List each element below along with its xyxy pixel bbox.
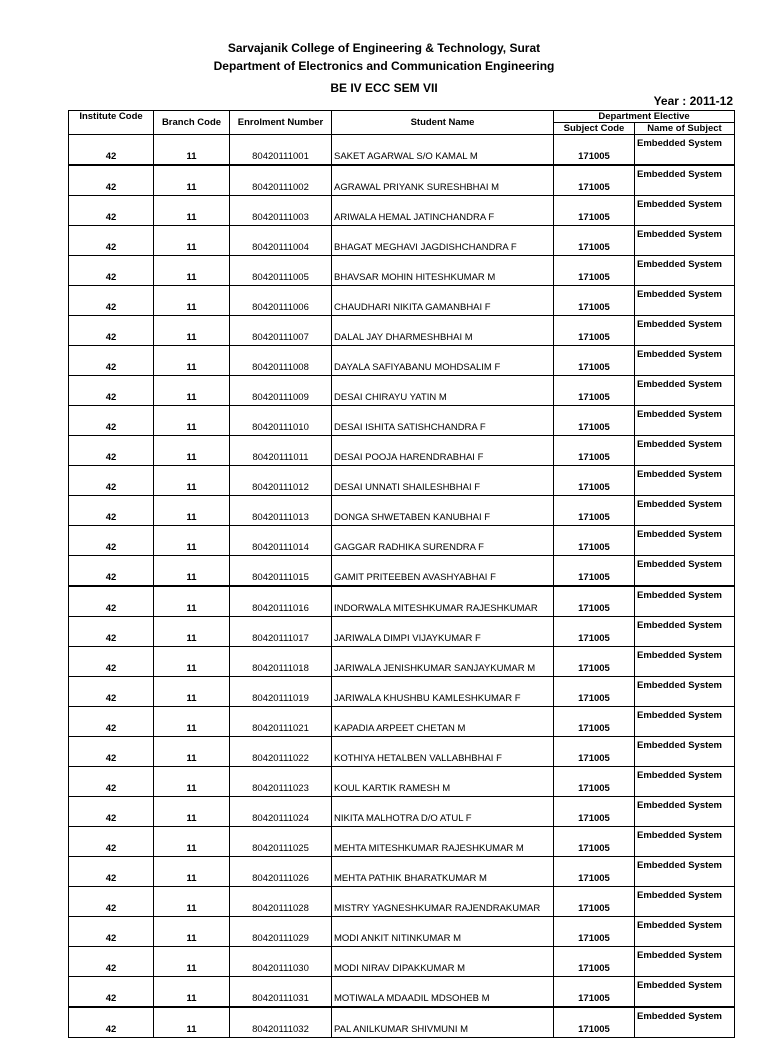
cell-student-name: KOTHIYA HETALBEN VALLABHBHAI F bbox=[332, 737, 554, 767]
table-row bbox=[69, 406, 735, 436]
cell-branch-code: 11 bbox=[154, 256, 230, 286]
cell-branch-code: 11 bbox=[154, 977, 230, 1008]
cell-student-name: DESAI ISHITA SATISHCHANDRA F bbox=[332, 406, 554, 436]
cell-enrolment-number: 80420111024 bbox=[230, 797, 332, 827]
cell-institute-code: 42 bbox=[69, 707, 154, 737]
cell-subject-name: Embedded System bbox=[635, 376, 735, 406]
cell-subject-name: Embedded System bbox=[635, 496, 735, 526]
table-body bbox=[69, 135, 735, 1038]
cell-subject-code: 171005 bbox=[554, 556, 635, 587]
cell-enrolment-number: 80420111029 bbox=[230, 917, 332, 947]
cell-institute-code: 42 bbox=[69, 797, 154, 827]
table-row bbox=[69, 196, 735, 226]
cell-enrolment-number: 80420111017 bbox=[230, 617, 332, 647]
table-row bbox=[69, 466, 735, 496]
cell-institute-code: 42 bbox=[69, 887, 154, 917]
cell-subject-name: Embedded System bbox=[635, 165, 735, 196]
cell-institute-code: 42 bbox=[69, 677, 154, 707]
cell-enrolment-number: 80420111018 bbox=[230, 647, 332, 677]
table-row bbox=[69, 586, 735, 617]
cell-branch-code: 11 bbox=[154, 556, 230, 587]
cell-subject-code: 171005 bbox=[554, 226, 635, 256]
cell-subject-code: 171005 bbox=[554, 496, 635, 526]
cell-institute-code: 42 bbox=[69, 286, 154, 316]
table-header bbox=[69, 111, 735, 135]
cell-institute-code: 42 bbox=[69, 135, 154, 166]
header-subject-code: Subject Code bbox=[554, 123, 635, 135]
cell-branch-code: 11 bbox=[154, 226, 230, 256]
cell-subject-code: 171005 bbox=[554, 316, 635, 346]
cell-branch-code: 11 bbox=[154, 947, 230, 977]
cell-enrolment-number: 80420111009 bbox=[230, 376, 332, 406]
cell-enrolment-number: 80420111030 bbox=[230, 947, 332, 977]
cell-student-name: JARIWALA DIMPI VIJAYKUMAR F bbox=[332, 617, 554, 647]
cell-student-name: MEHTA PATHIK BHARATKUMAR M bbox=[332, 857, 554, 887]
cell-enrolment-number: 80420111012 bbox=[230, 466, 332, 496]
cell-subject-name: Embedded System bbox=[635, 196, 735, 226]
cell-branch-code: 11 bbox=[154, 436, 230, 466]
cell-student-name: KAPADIA ARPEET CHETAN M bbox=[332, 707, 554, 737]
cell-subject-code: 171005 bbox=[554, 677, 635, 707]
cell-institute-code: 42 bbox=[69, 226, 154, 256]
cell-student-name: JARIWALA JENISHKUMAR SANJAYKUMAR M bbox=[332, 647, 554, 677]
cell-branch-code: 11 bbox=[154, 466, 230, 496]
cell-student-name: DESAI POOJA HARENDRABHAI F bbox=[332, 436, 554, 466]
cell-subject-name: Embedded System bbox=[635, 677, 735, 707]
cell-enrolment-number: 80420111019 bbox=[230, 677, 332, 707]
cell-institute-code: 42 bbox=[69, 767, 154, 797]
table-row bbox=[69, 917, 735, 947]
cell-institute-code: 42 bbox=[69, 496, 154, 526]
cell-subject-code: 171005 bbox=[554, 737, 635, 767]
cell-branch-code: 11 bbox=[154, 286, 230, 316]
cell-subject-name: Embedded System bbox=[635, 707, 735, 737]
cell-subject-name: Embedded System bbox=[635, 586, 735, 617]
cell-subject-name: Embedded System bbox=[635, 767, 735, 797]
cell-enrolment-number: 80420111011 bbox=[230, 436, 332, 466]
cell-subject-code: 171005 bbox=[554, 436, 635, 466]
cell-subject-name: Embedded System bbox=[635, 256, 735, 286]
student-elective-table bbox=[68, 110, 735, 1038]
cell-student-name: MODI ANKIT NITINKUMAR M bbox=[332, 917, 554, 947]
cell-enrolment-number: 80420111032 bbox=[230, 1007, 332, 1038]
cell-institute-code: 42 bbox=[69, 737, 154, 767]
cell-institute-code: 42 bbox=[69, 466, 154, 496]
cell-enrolment-number: 80420111005 bbox=[230, 256, 332, 286]
cell-branch-code: 11 bbox=[154, 406, 230, 436]
cell-student-name: ARIWALA HEMAL JATINCHANDRA F bbox=[332, 196, 554, 226]
table-row bbox=[69, 1007, 735, 1038]
header-student-name: Student Name bbox=[332, 111, 554, 135]
cell-branch-code: 11 bbox=[154, 857, 230, 887]
cell-subject-code: 171005 bbox=[554, 466, 635, 496]
cell-enrolment-number: 80420111001 bbox=[230, 135, 332, 166]
table-row bbox=[69, 135, 735, 166]
cell-student-name: DAYALA SAFIYABANU MOHDSALIM F bbox=[332, 346, 554, 376]
table-row bbox=[69, 827, 735, 857]
cell-subject-name: Embedded System bbox=[635, 1007, 735, 1038]
cell-subject-code: 171005 bbox=[554, 797, 635, 827]
cell-subject-name: Embedded System bbox=[635, 617, 735, 647]
table-row bbox=[69, 677, 735, 707]
cell-branch-code: 11 bbox=[154, 526, 230, 556]
cell-subject-code: 171005 bbox=[554, 256, 635, 286]
table-row bbox=[69, 226, 735, 256]
cell-student-name: GAMIT PRITEEBEN AVASHYABHAI F bbox=[332, 556, 554, 587]
cell-student-name: CHAUDHARI NIKITA GAMANBHAI F bbox=[332, 286, 554, 316]
cell-institute-code: 42 bbox=[69, 827, 154, 857]
table-row bbox=[69, 376, 735, 406]
cell-institute-code: 42 bbox=[69, 406, 154, 436]
header-department-elective: Department Elective bbox=[554, 111, 735, 123]
table-row bbox=[69, 737, 735, 767]
table-row bbox=[69, 977, 735, 1008]
cell-subject-code: 171005 bbox=[554, 376, 635, 406]
cell-subject-name: Embedded System bbox=[635, 526, 735, 556]
header-name-of-subject: Name of Subject bbox=[635, 123, 735, 135]
cell-student-name: DESAI UNNATI SHAILESHBHAI F bbox=[332, 466, 554, 496]
cell-institute-code: 42 bbox=[69, 586, 154, 617]
table-row bbox=[69, 256, 735, 286]
table-row bbox=[69, 707, 735, 737]
table-row bbox=[69, 346, 735, 376]
table-row bbox=[69, 165, 735, 196]
cell-branch-code: 11 bbox=[154, 917, 230, 947]
semester-title: BE IV ECC SEM VII bbox=[330, 81, 438, 95]
academic-year: Year : 2011-12 bbox=[653, 94, 733, 108]
cell-subject-name: Embedded System bbox=[635, 947, 735, 977]
cell-institute-code: 42 bbox=[69, 857, 154, 887]
cell-subject-code: 171005 bbox=[554, 707, 635, 737]
cell-subject-name: Embedded System bbox=[635, 797, 735, 827]
cell-student-name: DESAI CHIRAYU YATIN M bbox=[332, 376, 554, 406]
cell-subject-code: 171005 bbox=[554, 767, 635, 797]
cell-subject-code: 171005 bbox=[554, 827, 635, 857]
table-row bbox=[69, 947, 735, 977]
cell-subject-name: Embedded System bbox=[635, 857, 735, 887]
cell-branch-code: 11 bbox=[154, 737, 230, 767]
cell-subject-name: Embedded System bbox=[635, 737, 735, 767]
cell-enrolment-number: 80420111008 bbox=[230, 346, 332, 376]
table-row bbox=[69, 526, 735, 556]
cell-branch-code: 11 bbox=[154, 647, 230, 677]
cell-subject-code: 171005 bbox=[554, 1007, 635, 1038]
cell-branch-code: 11 bbox=[154, 586, 230, 617]
cell-institute-code: 42 bbox=[69, 1007, 154, 1038]
cell-student-name: MOTIWALA MDAADIL MDSOHEB M bbox=[332, 977, 554, 1008]
cell-institute-code: 42 bbox=[69, 556, 154, 587]
cell-branch-code: 11 bbox=[154, 827, 230, 857]
cell-branch-code: 11 bbox=[154, 196, 230, 226]
cell-subject-name: Embedded System bbox=[635, 917, 735, 947]
cell-branch-code: 11 bbox=[154, 135, 230, 166]
cell-student-name: BHAGAT MEGHAVI JAGDISHCHANDRA F bbox=[332, 226, 554, 256]
cell-institute-code: 42 bbox=[69, 256, 154, 286]
cell-subject-name: Embedded System bbox=[635, 226, 735, 256]
cell-subject-code: 171005 bbox=[554, 977, 635, 1008]
cell-subject-name: Embedded System bbox=[635, 647, 735, 677]
cell-branch-code: 11 bbox=[154, 677, 230, 707]
cell-institute-code: 42 bbox=[69, 376, 154, 406]
cell-student-name: DALAL JAY DHARMESHBHAI M bbox=[332, 316, 554, 346]
cell-student-name: MEHTA MITESHKUMAR RAJESHKUMAR M bbox=[332, 827, 554, 857]
cell-student-name: AGRAWAL PRIYANK SURESHBHAI M bbox=[332, 165, 554, 196]
cell-enrolment-number: 80420111002 bbox=[230, 165, 332, 196]
cell-branch-code: 11 bbox=[154, 165, 230, 196]
cell-subject-name: Embedded System bbox=[635, 436, 735, 466]
cell-institute-code: 42 bbox=[69, 617, 154, 647]
cell-enrolment-number: 80420111006 bbox=[230, 286, 332, 316]
cell-branch-code: 11 bbox=[154, 767, 230, 797]
cell-student-name: INDORWALA MITESHKUMAR RAJESHKUMAR bbox=[332, 586, 554, 617]
cell-institute-code: 42 bbox=[69, 316, 154, 346]
table-row bbox=[69, 617, 735, 647]
cell-institute-code: 42 bbox=[69, 526, 154, 556]
cell-subject-code: 171005 bbox=[554, 406, 635, 436]
cell-enrolment-number: 80420111026 bbox=[230, 857, 332, 887]
cell-branch-code: 11 bbox=[154, 346, 230, 376]
cell-branch-code: 11 bbox=[154, 887, 230, 917]
header-branch-code: Branch Code bbox=[154, 111, 230, 135]
cell-student-name: GAGGAR RADHIKA SURENDRA F bbox=[332, 526, 554, 556]
cell-subject-code: 171005 bbox=[554, 346, 635, 376]
cell-enrolment-number: 80420111025 bbox=[230, 827, 332, 857]
cell-subject-code: 171005 bbox=[554, 196, 635, 226]
cell-subject-code: 171005 bbox=[554, 617, 635, 647]
cell-branch-code: 11 bbox=[154, 797, 230, 827]
cell-subject-code: 171005 bbox=[554, 647, 635, 677]
cell-subject-name: Embedded System bbox=[635, 406, 735, 436]
cell-subject-name: Embedded System bbox=[635, 316, 735, 346]
cell-subject-code: 171005 bbox=[554, 165, 635, 196]
department-title: Department of Electronics and Communication Engineering bbox=[213, 59, 555, 73]
cell-branch-code: 11 bbox=[154, 496, 230, 526]
cell-subject-name: Embedded System bbox=[635, 977, 735, 1008]
cell-subject-code: 171005 bbox=[554, 135, 635, 166]
cell-institute-code: 42 bbox=[69, 346, 154, 376]
cell-student-name: MISTRY YAGNESHKUMAR RAJENDRAKUMAR bbox=[332, 887, 554, 917]
cell-enrolment-number: 80420111013 bbox=[230, 496, 332, 526]
cell-enrolment-number: 80420111022 bbox=[230, 737, 332, 767]
table-row bbox=[69, 556, 735, 587]
cell-subject-name: Embedded System bbox=[635, 827, 735, 857]
cell-enrolment-number: 80420111028 bbox=[230, 887, 332, 917]
cell-subject-code: 171005 bbox=[554, 887, 635, 917]
table-row bbox=[69, 797, 735, 827]
cell-branch-code: 11 bbox=[154, 1007, 230, 1038]
table-row bbox=[69, 887, 735, 917]
cell-enrolment-number: 80420111003 bbox=[230, 196, 332, 226]
cell-subject-name: Embedded System bbox=[635, 556, 735, 587]
cell-institute-code: 42 bbox=[69, 436, 154, 466]
cell-subject-code: 171005 bbox=[554, 857, 635, 887]
cell-institute-code: 42 bbox=[69, 977, 154, 1008]
cell-institute-code: 42 bbox=[69, 165, 154, 196]
cell-enrolment-number: 80420111023 bbox=[230, 767, 332, 797]
cell-student-name: BHAVSAR MOHIN HITESHKUMAR M bbox=[332, 256, 554, 286]
cell-branch-code: 11 bbox=[154, 707, 230, 737]
cell-subject-name: Embedded System bbox=[635, 887, 735, 917]
cell-student-name: DONGA SHWETABEN KANUBHAI F bbox=[332, 496, 554, 526]
cell-enrolment-number: 80420111004 bbox=[230, 226, 332, 256]
table-row bbox=[69, 767, 735, 797]
cell-branch-code: 11 bbox=[154, 316, 230, 346]
cell-subject-name: Embedded System bbox=[635, 466, 735, 496]
cell-student-name: SAKET AGARWAL S/O KAMAL M bbox=[332, 135, 554, 166]
cell-subject-code: 171005 bbox=[554, 526, 635, 556]
cell-student-name: NIKITA MALHOTRA D/O ATUL F bbox=[332, 797, 554, 827]
cell-enrolment-number: 80420111010 bbox=[230, 406, 332, 436]
table-row bbox=[69, 286, 735, 316]
cell-student-name: PAL ANILKUMAR SHIVMUNI M bbox=[332, 1007, 554, 1038]
table-row bbox=[69, 316, 735, 346]
cell-enrolment-number: 80420111021 bbox=[230, 707, 332, 737]
table-row bbox=[69, 436, 735, 466]
cell-enrolment-number: 80420111007 bbox=[230, 316, 332, 346]
cell-institute-code: 42 bbox=[69, 947, 154, 977]
header-institute-code: Institute Code bbox=[69, 111, 154, 135]
cell-institute-code: 42 bbox=[69, 647, 154, 677]
cell-enrolment-number: 80420111014 bbox=[230, 526, 332, 556]
cell-subject-code: 171005 bbox=[554, 917, 635, 947]
cell-subject-code: 171005 bbox=[554, 586, 635, 617]
cell-branch-code: 11 bbox=[154, 617, 230, 647]
cell-institute-code: 42 bbox=[69, 196, 154, 226]
header-enrolment-number: Enrolment Number bbox=[230, 111, 332, 135]
cell-subject-name: Embedded System bbox=[635, 135, 735, 166]
table-row bbox=[69, 857, 735, 887]
cell-subject-name: Embedded System bbox=[635, 346, 735, 376]
cell-enrolment-number: 80420111016 bbox=[230, 586, 332, 617]
table-row bbox=[69, 647, 735, 677]
cell-student-name: MODI NIRAV DIPAKKUMAR M bbox=[332, 947, 554, 977]
cell-subject-code: 171005 bbox=[554, 947, 635, 977]
cell-subject-code: 171005 bbox=[554, 286, 635, 316]
cell-enrolment-number: 80420111031 bbox=[230, 977, 332, 1008]
table-row bbox=[69, 496, 735, 526]
cell-student-name: JARIWALA KHUSHBU KAMLESHKUMAR F bbox=[332, 677, 554, 707]
college-title: Sarvajanik College of Engineering & Technology, Surat bbox=[227, 41, 541, 55]
cell-institute-code: 42 bbox=[69, 917, 154, 947]
cell-subject-name: Embedded System bbox=[635, 286, 735, 316]
cell-student-name: KOUL KARTIK RAMESH M bbox=[332, 767, 554, 797]
cell-enrolment-number: 80420111015 bbox=[230, 556, 332, 587]
cell-branch-code: 11 bbox=[154, 376, 230, 406]
